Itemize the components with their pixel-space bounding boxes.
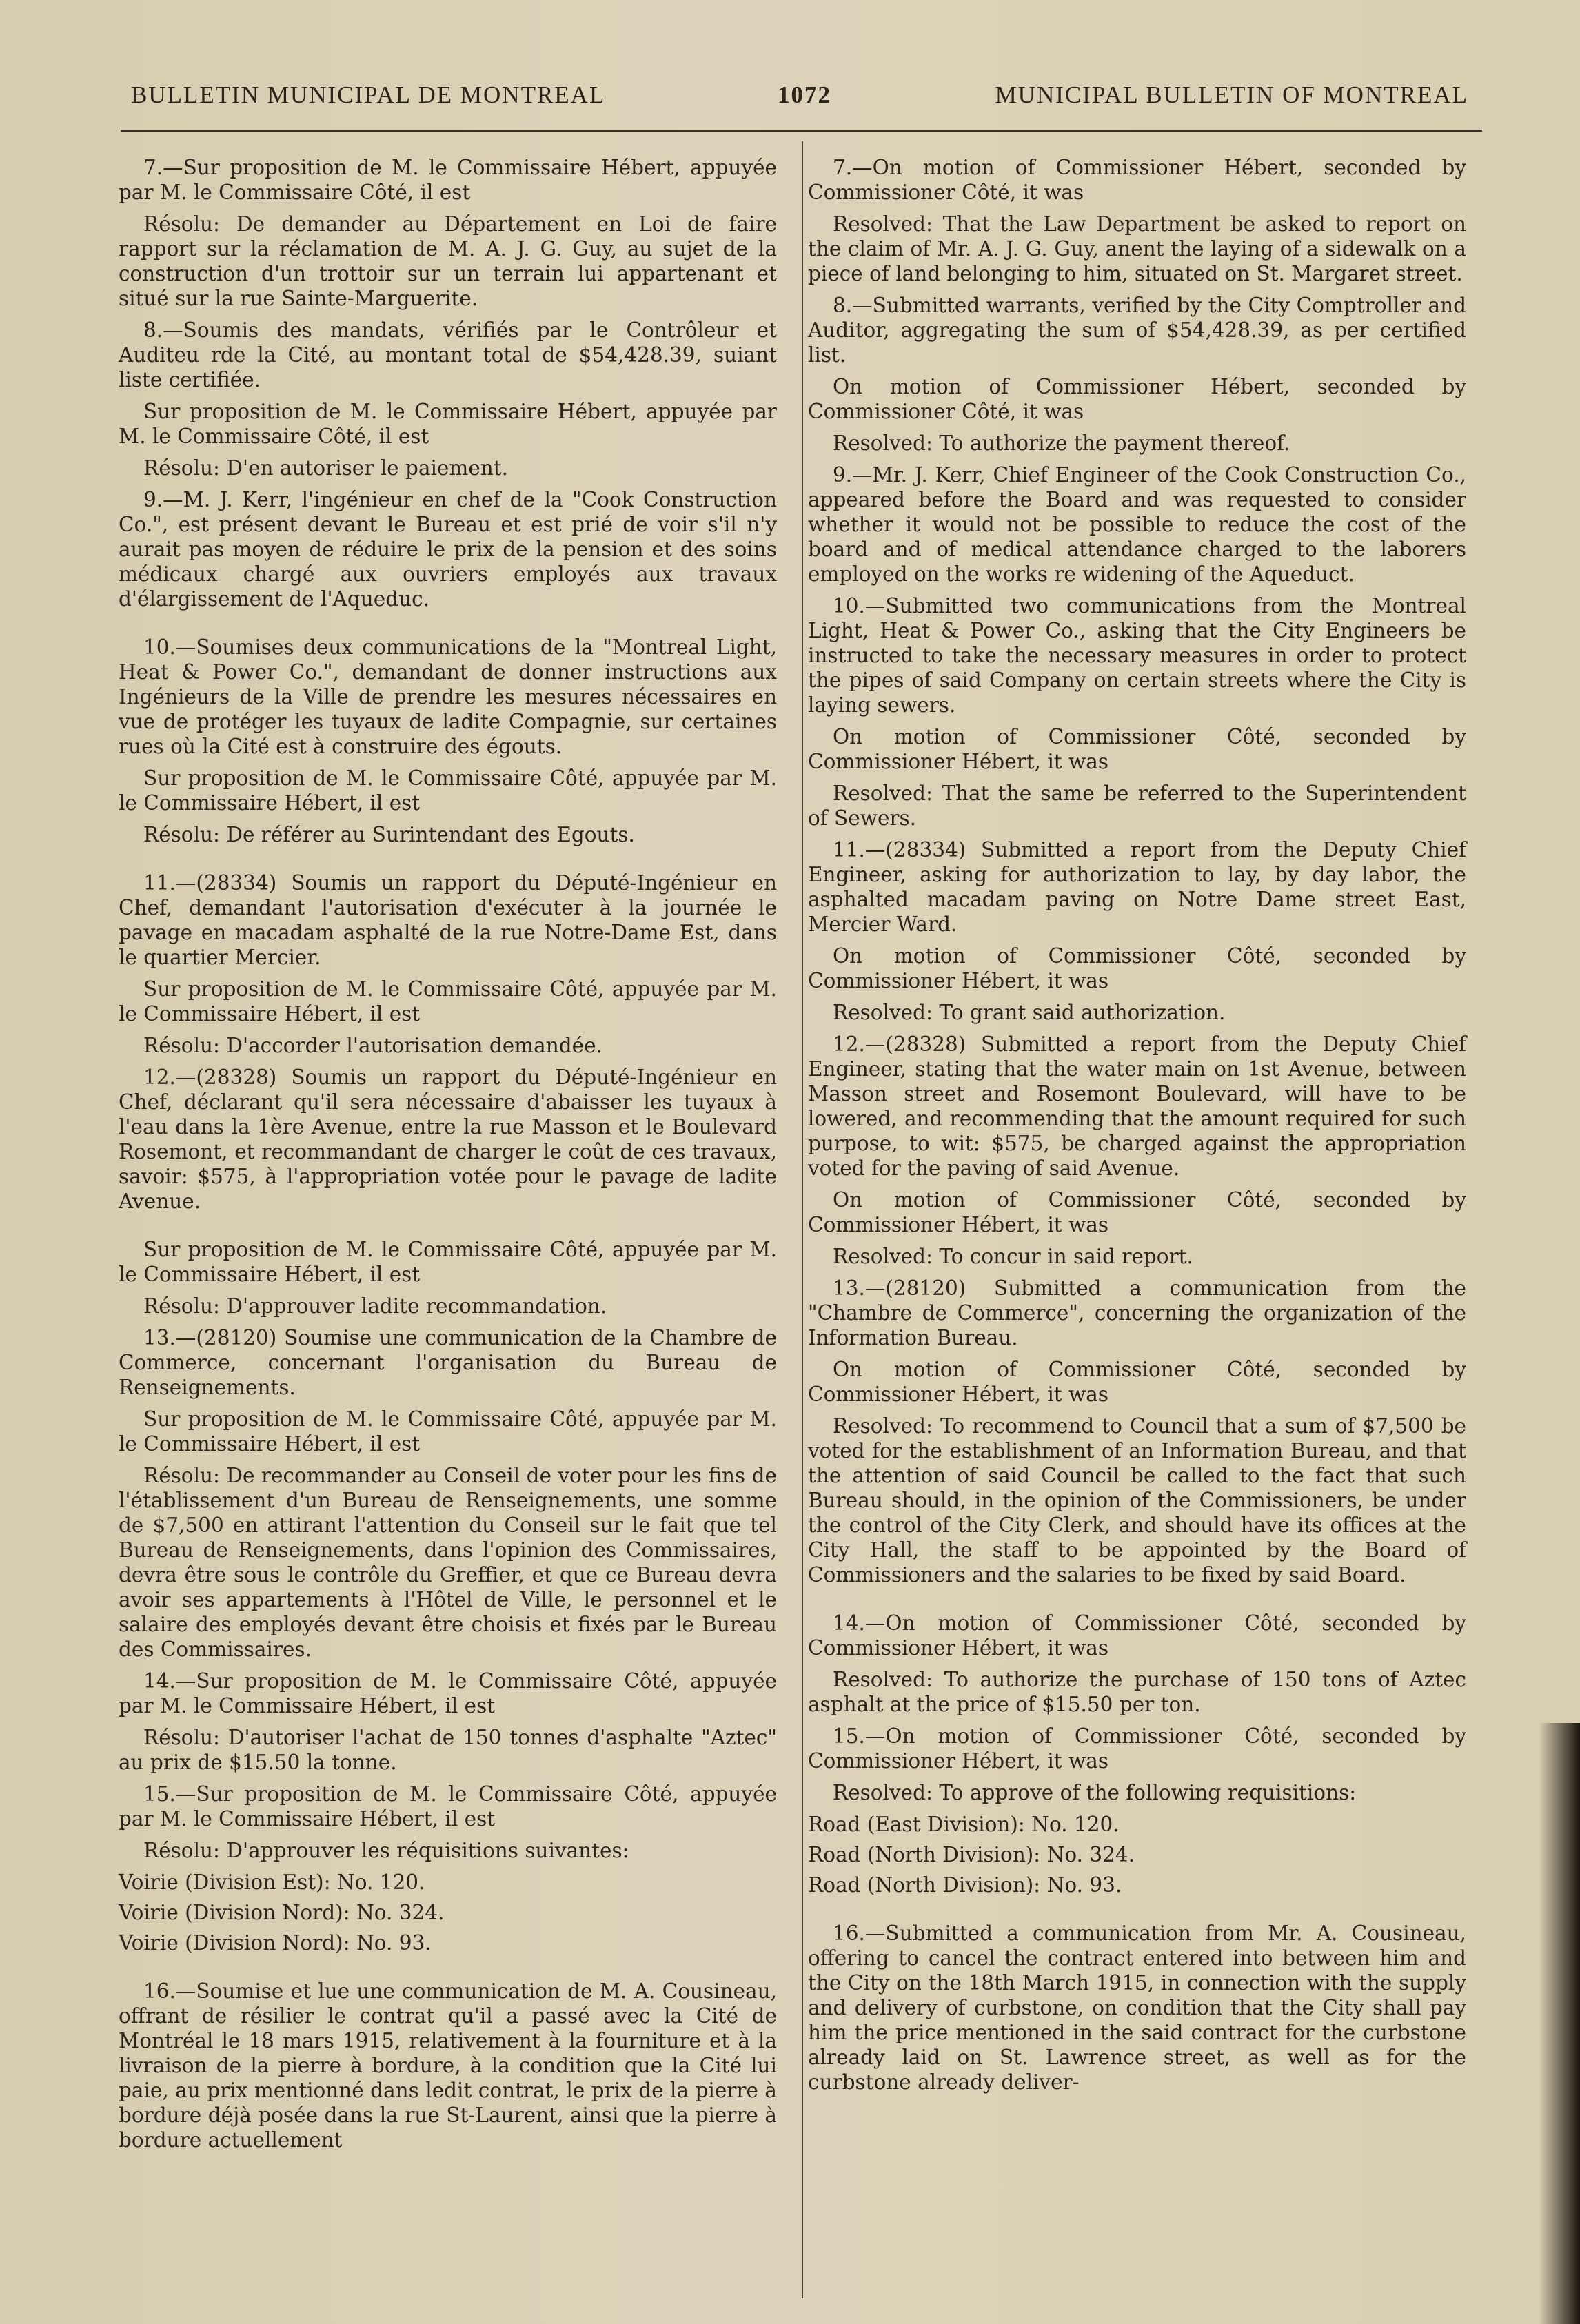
fr-item-15-motion: 15.—Sur proposition de M. le Commissaire Côté, appuyée par M. le Commissaire Hébert, il est [119, 1782, 777, 1831]
en-item-8-motion: On motion of Commissioner Hébert, seconded by Commissioner Côté, it was [808, 375, 1466, 423]
fr-item-7-resolu: Résolu: De demander au Département en Loi de faire rapport sur la réclamation de M. A. J. G. Guy, au sujet de la construction d'un trottoir sur un terrain lui appartenant et situé sur la rue Sainte-Marguerite. [119, 212, 777, 310]
en-item-10-resolved: Resolved: That the same be referred to the Superintendent of Sewers. [808, 782, 1466, 830]
fr-item-13-submitted: 13.—(28120) Soumise une communication de la Chambre de Commerce, concernant l'organisation du Bureau de Renseignements. [119, 1326, 777, 1399]
fr-item-10-submitted: 10.—Soumises deux communications de la "Montreal Light, Heat & Power Co.", demandant de donner instructions aux Ingénieurs de la Ville de prendre les mesures nécessaires en vue de protéger les tuyaux de ladite Compagnie, sur certaines rues où la Cité est à construire des égouts. [119, 635, 777, 758]
en-requisition-item: Road (East Division): No. 120. [808, 1813, 1120, 1836]
en-requisition-list [808, 1812, 1466, 1897]
fr-item-8-motion: Sur proposition de M. le Commissaire Hébert, appuyée par M. le Commissaire Côté, il est [119, 400, 777, 448]
en-item-7-resolved: Resolved: That the Law Department be asked to report on the claim of Mr. A. J. G. Guy, anent the laying of a sidewalk on a piece of land belonging to him, situated on St. Margaret street. [808, 212, 1466, 285]
fr-item-14-resolu: Résolu: D'autoriser l'achat de 150 tonnes d'asphalte "Aztec" au prix de $15.50 la tonne. [119, 1726, 777, 1774]
en-item-14-motion: 14.—On motion of Commissioner Côté, seconded by Commissioner Hébert, it was [808, 1611, 1466, 1660]
fr-item-16-text: 16.—Soumise et lue une communication de M. A. Cousineau, offrant de résilier le contrat qu'il a passé avec la Cité de Montréal le 18 mars 1915, relativement à la fourniture et à la livraison de la pierre à bordure, à la condition que la Cité lui paie, au prix mentionné dans ledit contrat, le prix de la pierre à bordure déjà posée dans la rue St-Laurent, ainsi que la pierre à bordure actuellement [119, 1979, 777, 2152]
fr-item-12-motion: Sur proposition de M. le Commissaire Côté, appuyée par M. le Commissaire Hébert, il est [119, 1238, 777, 1286]
header-rule [121, 130, 1482, 132]
en-item-16-text: 16.—Submitted a communication from Mr. A. Cousineau, offering to cancel the contract entered into between him and the City on the 18th March 1915, in connection with the supply and delivery of curbstone, on condition that the City shall pay him the price mentioned in the said contract for the curbstone already laid on St. Lawrence street, as well as for the curbstone already deliver- [808, 1922, 1466, 2094]
header-right-title: MUNICIPAL BULLETIN OF MONTREAL [995, 81, 1468, 108]
page-edge-shadow [1539, 1723, 1580, 2324]
en-item-8-resolved: Resolved: To authorize the payment thereof. [833, 431, 1290, 455]
fr-item-14-motion: 14.—Sur proposition de M. le Commissaire Côté, appuyée par M. le Commissaire Hébert, il est [119, 1669, 777, 1717]
en-item-9-text: 9.—Mr. J. Kerr, Chief Engineer of the Cook Construction Co., appeared before the Board and was requested to consider whether it would not be possible to reduce the cost of the board and of medical attendance charged to the laborers employed on the works re widening of the Aqueduct. [808, 463, 1466, 586]
en-item-12-resolved: Resolved: To concur in said report. [833, 1245, 1193, 1268]
fr-item-13-resolu: Résolu: De recommander au Conseil de voter pour les fins de l'établissement d'un Bureau de Renseignements, une somme de $7,500 en attirant l'attention du Conseil sur le fait que tel Bureau de Renseignements, dans l'opinion des Commissaires, devra être sous le contrôle du Greffier, et que ce Bureau devra avoir ses appartements à l'Hôtel de Ville, le personnel et le salaire des employés devant être choisis et fixés par le Bureau des Commissaires. [119, 1464, 777, 1661]
page-number: 1072 [778, 81, 831, 108]
en-requisition-item: Road (North Division): No. 93. [808, 1873, 1122, 1897]
fr-item-11-submitted: 11.—(28334) Soumis un rapport du Député-Ingénieur en Chef, demandant l'autorisation d'exécuter à la journée le pavage en macadam asphalté de la rue Notre-Dame Est, dans le quartier Mercier. [119, 871, 777, 969]
en-item-11-submitted: 11.—(28334) Submitted a report from the Deputy Chief Engineer, asking for authorization to lay, by day labor, the asphalted macadam paving on Notre Dame street East, Mercier Ward. [808, 838, 1466, 936]
en-requisition-item: Road (North Division): No. 324. [808, 1843, 1135, 1866]
fr-item-12-resolu: Résolu: D'approuver ladite recommandation. [143, 1294, 607, 1318]
fr-requisition-list [119, 1870, 777, 1955]
fr-item-11-resolu: Résolu: D'accorder l'autorisation demandée. [143, 1034, 602, 1057]
en-item-15-motion: 15.—On motion of Commissioner Côté, seconded by Commissioner Hébert, it was [808, 1724, 1466, 1773]
fr-requisition-item: Voirie (Division Nord): No. 324. [119, 1901, 445, 1924]
en-item-12-motion: On motion of Commissioner Côté, seconded by Commissioner Hébert, it was [808, 1188, 1466, 1236]
fr-item-10-resolu: Résolu: De référer au Surintendant des Egouts. [143, 823, 635, 846]
en-item-10-motion: On motion of Commissioner Côté, seconded by Commissioner Hébert, it was [808, 725, 1466, 773]
en-item-13-motion: On motion of Commissioner Côté, seconded by Commissioner Hébert, it was [808, 1358, 1466, 1406]
fr-item-8-resolu: Résolu: D'en autoriser le paiement. [143, 456, 509, 480]
fr-item-13-motion: Sur proposition de M. le Commissaire Côté, appuyée par M. le Commissaire Hébert, il est [119, 1407, 777, 1456]
en-item-13-resolved: Resolved: To recommend to Council that a sum of $7,500 be voted for the establishment of an Information Bureau, and that the attention of said Council be called to the fact that such Bureau should, in the opinion of the Commissioners, be under the control of the City Clerk, and should have its offices at the City Hall, the staff to be appointed by the Board of Commissioners and the salaries to be fixed by said Board. [808, 1414, 1466, 1587]
fr-requisition-item: Voirie (Division Est): No. 120. [119, 1871, 425, 1894]
english-column [808, 155, 1466, 2101]
fr-item-7-motion: 7.—Sur proposition de M. le Commissaire Hébert, appuyée par M. le Commissaire Côté, il est [119, 156, 777, 204]
column-divider [802, 141, 803, 2298]
en-item-8-submitted: 8.—Submitted warrants, verified by the City Comptroller and Auditor, aggregating the sum of $54,428.39, as per certified list. [808, 294, 1466, 367]
french-column [119, 155, 777, 2159]
page-header [131, 74, 1468, 116]
fr-item-12-submitted: 12.—(28328) Soumis un rapport du Député-Ingénieur en Chef, déclarant qu'il sera nécessaire d'abaisser les tuyaux à l'eau dans la 1ère Avenue, entre la rue Masson et le Boulevard Rosemont, et recommandant de charger le coût de ces travaux, savoir: $575, à l'appropriation votée pour le pavage de ladite Avenue. [119, 1066, 777, 1213]
fr-item-15-resolu: Résolu: D'approuver les réquisitions suivantes: [143, 1839, 629, 1862]
fr-requisition-item: Voirie (Division Nord): No. 93. [119, 1931, 432, 1955]
en-item-11-motion: On motion of Commissioner Côté, seconded by Commissioner Hébert, it was [808, 944, 1466, 992]
fr-item-10-motion: Sur proposition de M. le Commissaire Côté, appuyée par M. le Commissaire Hébert, il est [119, 766, 777, 815]
fr-item-11-motion: Sur proposition de M. le Commissaire Côté, appuyée par M. le Commissaire Hébert, il est [119, 977, 777, 1026]
en-item-15-resolved: Resolved: To approve of the following requisitions: [833, 1781, 1357, 1804]
en-item-7-motion: 7.—On motion of Commissioner Hébert, seconded by Commissioner Côté, it was [808, 156, 1466, 204]
en-item-11-resolved: Resolved: To grant said authorization. [833, 1001, 1226, 1024]
fr-item-9-text: 9.—M. J. Kerr, l'ingénieur en chef de la "Cook Construction Co.", est présent devant le Bureau et est prié de voir s'il n'y aurait pas moyen de réduire le prix de la pension et des soins médicaux chargé aux ouvriers employés aux travaux d'élargissement de l'Aqueduc. [119, 488, 777, 611]
header-left-title: BULLETIN MUNICIPAL DE MONTREAL [131, 81, 606, 108]
en-item-10-submitted: 10.—Submitted two communications from the Montreal Light, Heat & Power Co., asking that the City Engineers be instructed to take the necessary measures in order to protect the pipes of said Company on certain streets where the City is laying sewers. [808, 594, 1466, 717]
fr-item-8-submitted: 8.—Soumis des mandats, vérifiés par le Contrôleur et Auditeu rde la Cité, au montant total de $54,428.39, suiant liste certifiée. [119, 318, 777, 391]
en-item-13-submitted: 13.—(28120) Submitted a communication from the "Chambre de Commerce", concerning the organization of the Information Bureau. [808, 1276, 1466, 1349]
en-item-14-resolved: Resolved: To authorize the purchase of 150 tons of Aztec asphalt at the price of $15.50 per ton. [808, 1668, 1466, 1716]
en-item-12-submitted: 12.—(28328) Submitted a report from the Deputy Chief Engineer, stating that the water main on 1st Avenue, between Masson street and Rosemont Boulevard, will have to be lowered, and recommending that the amount required for such purpose, to wit: $575, be charged against the appropriation voted for the paving of said Avenue. [808, 1032, 1466, 1180]
